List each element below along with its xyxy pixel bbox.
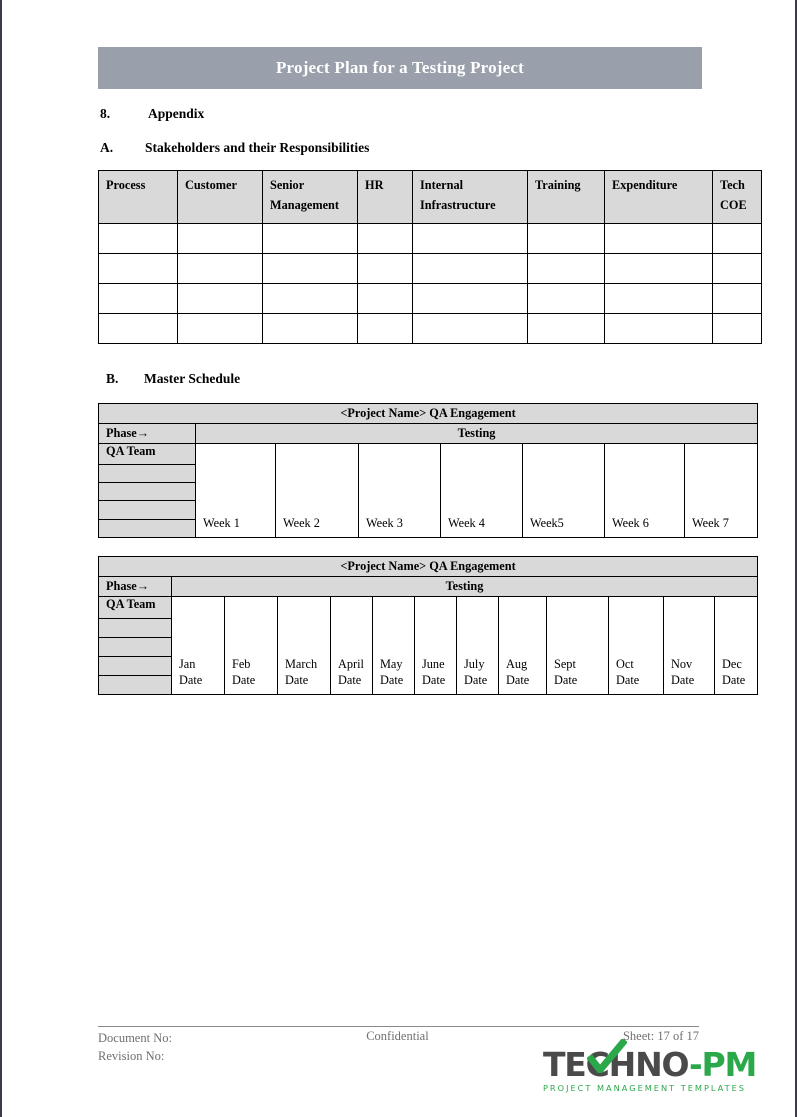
stakeholders-column-header-1 <box>178 171 263 224</box>
stakeholders-cell-2-2[interactable] <box>263 284 358 314</box>
months-column-sublabel-11: Date <box>722 672 746 687</box>
stakeholders-cell-1-6[interactable] <box>605 254 713 284</box>
schedule-phase-row <box>99 424 758 444</box>
stakeholders-cell-1-5[interactable] <box>528 254 605 284</box>
weeks-column-cell-3 <box>441 444 523 538</box>
stakeholders-column-header-line2-2: Management <box>270 197 339 212</box>
months-column-label-0: Jan <box>179 657 196 672</box>
logo-wordmark <box>543 1045 759 1084</box>
schedule-phase-row <box>99 577 758 597</box>
weeks-phase-label: Phase→ <box>99 424 196 444</box>
stakeholders-column-header-line1-4: Internal <box>420 178 464 192</box>
months-column-cell-7 <box>499 597 547 695</box>
schedule-team-row <box>99 597 758 619</box>
months-column-label-5: June <box>422 657 445 672</box>
heading-master-schedule <box>106 371 240 387</box>
stakeholders-column-header-line1-6: Expenditure <box>612 178 678 192</box>
weeks-column-cell-1 <box>276 444 359 538</box>
stakeholders-cell-3-5[interactable] <box>528 314 605 344</box>
stakeholders-cell-1-7[interactable] <box>713 254 762 284</box>
stakeholders-column-header-7 <box>713 171 762 224</box>
page-title: Project Plan for a Testing Project <box>275 58 525 77</box>
stakeholders-cell-3-3[interactable] <box>358 314 413 344</box>
months-blank-cell-2 <box>99 657 172 676</box>
stakeholders-cell-0-0[interactable] <box>99 224 178 254</box>
months-blank-cell-1 <box>99 638 172 657</box>
table-header-row <box>99 171 762 224</box>
stakeholders-cell-3-7[interactable] <box>713 314 762 344</box>
months-column-label-3: April <box>338 657 364 672</box>
months-column-sublabel-6: Date <box>464 672 488 687</box>
stakeholders-cell-1-4[interactable] <box>413 254 528 284</box>
footer-confidential: Confidential <box>366 1029 429 1043</box>
weeks-team-label: QA Team <box>99 444 196 465</box>
footer-sheet-number: Sheet: 17 of 17 <box>622 1029 699 1043</box>
stakeholders-column-header-line1-3: HR <box>365 178 384 192</box>
months-column-label-9: Oct <box>616 657 634 672</box>
stakeholders-column-header-6 <box>605 171 713 224</box>
heading-appendix-text: Appendix <box>148 106 205 121</box>
weeks-column-cell-5 <box>605 444 685 538</box>
stakeholders-column-header-line1-7: Tech <box>720 178 745 192</box>
stakeholders-cell-0-5[interactable] <box>528 224 605 254</box>
months-column-sublabel-1: Date <box>232 672 256 687</box>
months-column-cell-4 <box>373 597 415 695</box>
months-column-sublabel-4: Date <box>380 672 404 687</box>
stakeholders-cell-1-3[interactable] <box>358 254 413 284</box>
stakeholders-cell-0-6[interactable] <box>605 224 713 254</box>
stakeholders-column-header-line1-2: Senior <box>270 178 305 192</box>
stakeholders-cell-0-7[interactable] <box>713 224 762 254</box>
table-row <box>99 284 762 314</box>
schedule-project-header-row <box>99 557 758 577</box>
months-column-sublabel-0: Date <box>179 672 203 687</box>
months-column-label-4: May <box>380 657 403 672</box>
stakeholders-column-header-5 <box>528 171 605 224</box>
stakeholders-cell-2-3[interactable] <box>358 284 413 314</box>
stakeholders-cell-0-1[interactable] <box>178 224 263 254</box>
stakeholders-cell-1-1[interactable] <box>178 254 263 284</box>
logo-tagline: PROJECT MANAGEMENT TEMPLATES <box>543 1083 746 1093</box>
months-column-cell-0 <box>172 597 225 695</box>
heading-stakeholders <box>100 140 369 156</box>
heading-appendix-number: 8. <box>100 106 111 121</box>
footer-revision-no: Revision No: <box>98 1049 165 1064</box>
months-column-cell-5 <box>415 597 457 695</box>
heading-stakeholders-text: Stakeholders and their Responsibilities <box>145 140 370 155</box>
logo-text-tech: TECH <box>543 1045 636 1084</box>
stakeholders-cell-2-6[interactable] <box>605 284 713 314</box>
weeks-column-cell-4 <box>523 444 605 538</box>
weeks-blank-cell-2 <box>99 501 196 520</box>
months-column-cell-6 <box>457 597 499 695</box>
footer-divider <box>98 1026 699 1027</box>
months-phase-label: Phase→ <box>99 577 172 597</box>
heading-stakeholders-number: A. <box>100 140 114 155</box>
months-column-cell-3 <box>331 597 373 695</box>
stakeholders-cell-3-4[interactable] <box>413 314 528 344</box>
weeks-blank-cell-3 <box>99 520 196 538</box>
weeks-column-label-1: Week 2 <box>283 515 320 530</box>
stakeholders-cell-3-2[interactable] <box>263 314 358 344</box>
weeks-column-cell-2 <box>359 444 441 538</box>
table-row <box>99 314 762 344</box>
months-column-cell-11 <box>715 597 758 695</box>
months-blank-cell-0 <box>99 619 172 638</box>
weeks-column-cell-6 <box>685 444 758 538</box>
months-blank-cell-3 <box>99 676 172 695</box>
stakeholders-column-header-3 <box>358 171 413 224</box>
months-column-label-8: Sept <box>554 657 576 672</box>
months-column-sublabel-2: Date <box>285 672 309 687</box>
schedule-team-row <box>99 444 758 465</box>
stakeholders-table <box>98 170 762 344</box>
months-column-sublabel-3: Date <box>338 672 362 687</box>
stakeholders-cell-1-2[interactable] <box>263 254 358 284</box>
stakeholders-cell-0-2[interactable] <box>263 224 358 254</box>
weeks-column-label-4: Week5 <box>530 515 564 530</box>
months-column-sublabel-7: Date <box>506 672 530 687</box>
heading-master-schedule-text: Master Schedule <box>144 371 241 386</box>
logo-text-no: NO <box>635 1045 689 1084</box>
months-column-cell-1 <box>225 597 278 695</box>
footer-document-info <box>98 1029 172 1065</box>
months-column-cell-10 <box>664 597 715 695</box>
stakeholders-column-header-line1-1: Customer <box>185 178 237 192</box>
weeks-column-label-6: Week 7 <box>692 515 729 530</box>
months-column-sublabel-5: Date <box>422 672 446 687</box>
stakeholders-cell-1-0[interactable] <box>99 254 178 284</box>
stakeholders-cell-0-3[interactable] <box>358 224 413 254</box>
master-schedule-months-table <box>98 556 758 695</box>
months-column-label-6: July <box>464 657 485 672</box>
table-row <box>99 224 762 254</box>
weeks-column-cell-0 <box>196 444 276 538</box>
months-column-label-11: Dec <box>722 657 742 672</box>
stakeholders-cell-2-0[interactable] <box>99 284 178 314</box>
months-column-sublabel-8: Date <box>554 672 578 687</box>
months-column-label-1: Feb <box>232 657 251 672</box>
document-title-banner <box>98 47 702 89</box>
months-column-label-10: Nov <box>671 657 693 672</box>
stakeholders-cell-2-4[interactable] <box>413 284 528 314</box>
footer-document-no: Document No: <box>98 1031 172 1045</box>
months-column-sublabel-10: Date <box>671 672 695 687</box>
weeks-blank-cell-1 <box>99 483 196 501</box>
stakeholders-column-header-0 <box>99 171 178 224</box>
months-project-header: <Project Name> QA Engagement <box>99 557 758 577</box>
techno-pm-logo <box>543 1045 759 1096</box>
weeks-project-header: <Project Name> QA Engagement <box>99 404 758 424</box>
stakeholders-column-header-2 <box>263 171 358 224</box>
stakeholders-column-header-line1-0: Process <box>106 178 146 192</box>
months-column-sublabel-9: Date <box>616 672 640 687</box>
master-schedule-weeks-table <box>98 403 758 538</box>
weeks-column-label-2: Week 3 <box>366 515 403 530</box>
heading-appendix <box>100 106 204 122</box>
stakeholders-column-header-4 <box>413 171 528 224</box>
stakeholders-column-header-line2-4: Infrastructure <box>420 197 496 212</box>
months-column-label-2: March <box>285 657 318 672</box>
weeks-column-label-0: Week 1 <box>203 515 240 530</box>
weeks-column-label-3: Week 4 <box>448 515 485 530</box>
stakeholders-column-header-line1-5: Training <box>535 178 581 192</box>
months-column-cell-9 <box>609 597 664 695</box>
months-phase-value: Testing <box>172 577 758 597</box>
weeks-column-label-5: Week 6 <box>612 515 649 530</box>
months-column-cell-2 <box>278 597 331 695</box>
months-column-label-7: Aug <box>506 657 528 672</box>
weeks-blank-cell-0 <box>99 465 196 483</box>
logo-text-pm: -PM <box>688 1045 757 1084</box>
schedule-project-header-row <box>99 404 758 424</box>
stakeholders-column-header-line2-7: COE <box>720 197 747 212</box>
stakeholders-cell-2-1[interactable] <box>178 284 263 314</box>
weeks-phase-value: Testing <box>196 424 758 444</box>
stakeholders-cell-3-0[interactable] <box>99 314 178 344</box>
stakeholders-cell-3-1[interactable] <box>178 314 263 344</box>
table-row <box>99 254 762 284</box>
stakeholders-cell-2-5[interactable] <box>528 284 605 314</box>
heading-master-schedule-number: B. <box>106 371 119 386</box>
months-team-label: QA Team <box>99 597 172 619</box>
stakeholders-cell-2-7[interactable] <box>713 284 762 314</box>
months-column-cell-8 <box>547 597 609 695</box>
stakeholders-cell-0-4[interactable] <box>413 224 528 254</box>
stakeholders-cell-3-6[interactable] <box>605 314 713 344</box>
